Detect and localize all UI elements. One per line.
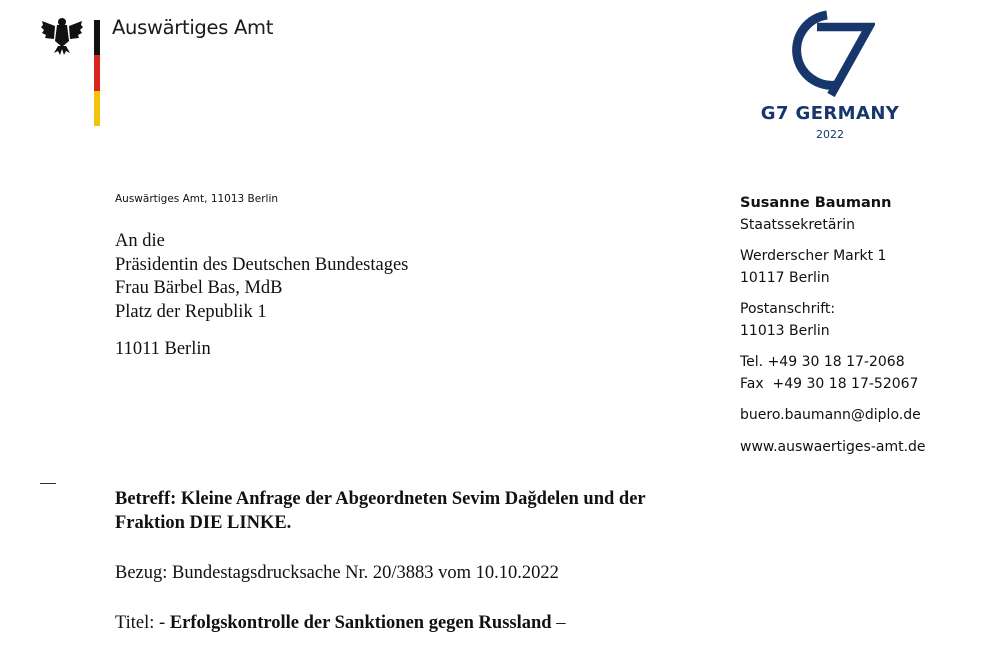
recipient-address bbox=[115, 230, 408, 324]
reference-line: Bezug: Bundestagsdrucksache Nr. 20/3883 vom 10.10.2022 bbox=[115, 563, 559, 583]
g7-logo-icon bbox=[787, 7, 875, 97]
contact-city: 10117 Berlin bbox=[740, 269, 830, 286]
postal-city: 11013 Berlin bbox=[740, 322, 830, 339]
title-text: Erfolgskontrolle der Sanktionen gegen Russland bbox=[169, 613, 552, 633]
sender-return-line: Auswärtiges Amt, 11013 Berlin bbox=[115, 193, 279, 205]
german-flag-bar bbox=[94, 20, 100, 126]
ministry-name: Auswärtiges Amt bbox=[112, 16, 274, 39]
subject-line bbox=[115, 488, 735, 535]
recipient-city: 11011 Berlin bbox=[115, 339, 211, 359]
federal-eagle-icon bbox=[40, 15, 84, 57]
g7-logo-year: 2022 bbox=[816, 128, 844, 141]
title-prefix: Titel: - bbox=[115, 613, 170, 633]
recipient-line: Präsidentin des Deutschen Bundestages bbox=[115, 254, 409, 275]
contact-fax: Fax +49 30 18 17-52067 bbox=[740, 375, 919, 392]
contact-tel: Tel. +49 30 18 17-2068 bbox=[740, 354, 905, 370]
contact-block bbox=[740, 193, 980, 468]
recipient-line: An die bbox=[115, 231, 165, 251]
contact-website[interactable]: www.auswaertiges-amt.de bbox=[740, 438, 926, 455]
subject-text: Betreff: Kleine Anfrage der Abgeordneten Sevim Dağdelen und der bbox=[115, 489, 646, 509]
title-suffix: – bbox=[551, 613, 566, 633]
fold-mark bbox=[40, 483, 56, 484]
contact-street: Werderscher Markt 1 bbox=[740, 248, 887, 264]
recipient-line: Frau Bärbel Bas, MdB bbox=[115, 278, 283, 298]
contact-role: Staatssekretärin bbox=[740, 216, 855, 233]
g7-logo-title: G7 GERMANY bbox=[760, 103, 900, 124]
recipient-line: Platz der Republik 1 bbox=[115, 301, 267, 322]
title-line bbox=[115, 613, 565, 634]
contact-email[interactable]: buero.baumann@diplo.de bbox=[740, 407, 921, 423]
subject-text: Fraktion DIE LINKE. bbox=[115, 512, 292, 533]
postal-label: Postanschrift: bbox=[740, 301, 836, 317]
contact-name: Susanne Baumann bbox=[740, 195, 892, 211]
